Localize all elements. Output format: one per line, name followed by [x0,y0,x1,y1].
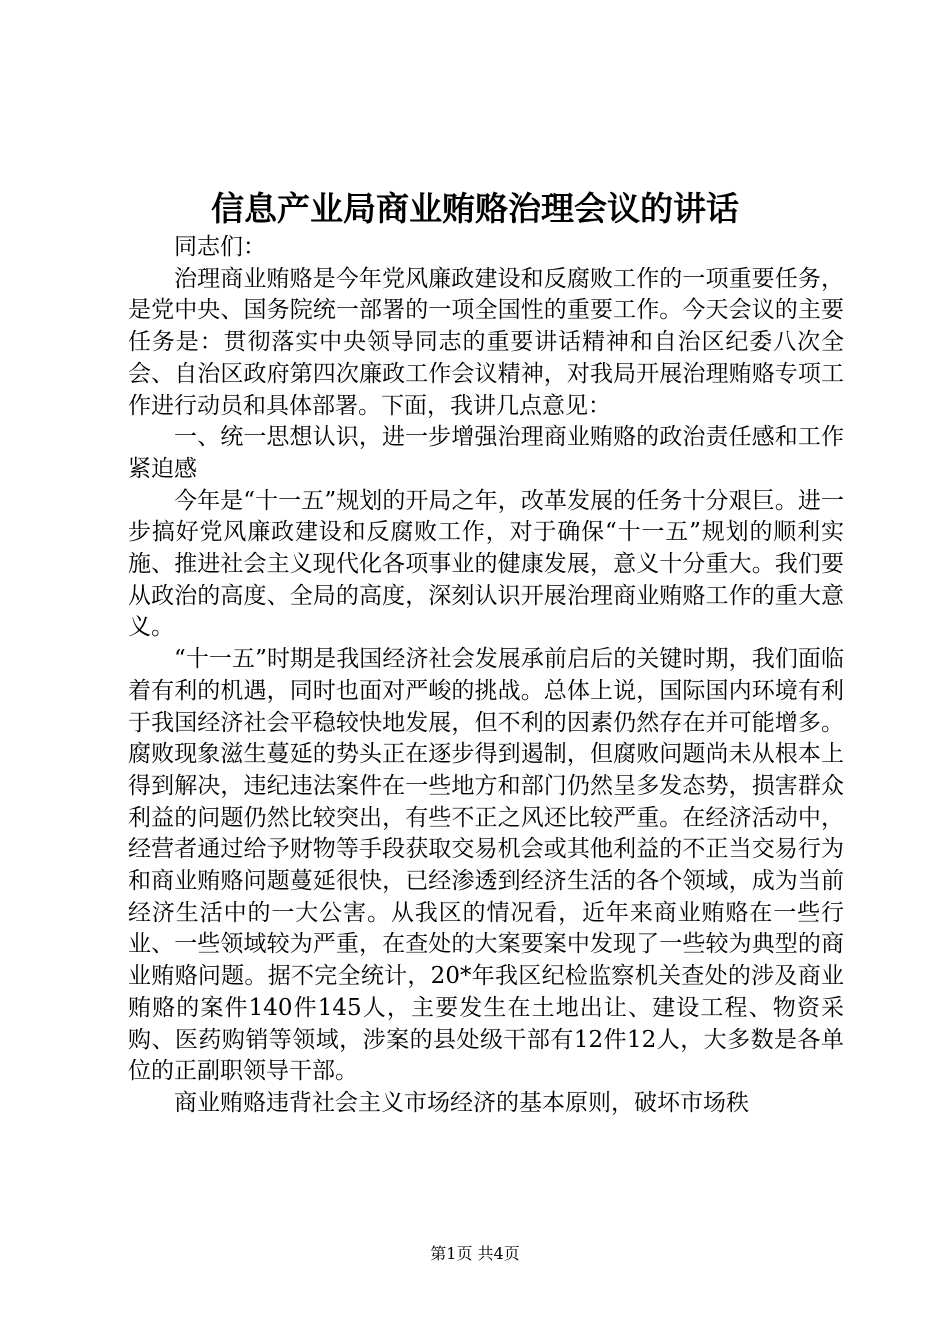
document-body [128,232,844,1120]
section-heading: 一、统一思想认识，进一步增强治理商业贿赂的政治责任感和工作紧迫感 [128,424,844,482]
salutation-paragraph: 同志们： [174,234,266,260]
body-paragraph: “十一五”时期是我国经济社会发展承前启后的关键时期，我们面临着有利的机遇，同时也面对严峻的挑战。总体上说，国际国内环境有利于我国经济社会平稳较快地发展，但不利的因素仍然存在并可能增多。腐败现象滋生蔓延的势头正在逐步得到遏制，但腐败问题尚未从根本上得到解决，违纪违法案件在一些地方和部门仍然呈多发态势，损害群众利益的问题仍然比较突出，有些不正之风还比较严重。在经济活动中，经营者通过给予财物等手段获取交易机会或其他利益的不正当交易行为和商业贿赂问题蔓延很快，已经渗透到经济生活的各个领域，成为当前经济生活中的一大公害。从我区的情况看，近年来商业贿赂在一些行业、一些领域较为严重，在查处的大案要案中发现了一些较为典型的商业贿赂问题。据不完全统计，20*年我区纪检监察机关查处的涉及商业贿赂的案件140件145人，主要发生在土地出让、建设工程、物资采购、医药购销等领域，涉案的县处级干部有12件12人，大多数是各单位的正副职领导干部。 [128,646,844,1085]
body-paragraph: 今年是“十一五”规划的开局之年，改革发展的任务十分艰巨。进一步搞好党风廉政建设和反腐败工作，对于确保“十一五”规划的顺利实施、推进社会主义现代化各项事业的健康发展，意义十分重大。我们要从政治的高度、全局的高度，深刻认识开展治理商业贿赂工作的重大意义。 [128,487,844,641]
intro-paragraph: 治理商业贿赂是今年党风廉政建设和反腐败工作的一项重要任务，是党中央、国务院统一部署的一项全国性的重要工作。今天会议的主要任务是：贯彻落实中央领导同志的重要讲话精神和自治区纪委八次全会、自治区政府第四次廉政工作会议精神，对我局开展治理贿赂专项工作进行动员和具体部署。下面，我讲几点意见： [128,265,844,419]
document-title: 信息产业局商业贿赂治理会议的讲话 [211,189,739,228]
body-paragraph: 商业贿赂违背社会主义市场经济的基本原则，破坏市场秩 [174,1089,749,1116]
page-number: 第1页 共4页 [430,1244,520,1263]
